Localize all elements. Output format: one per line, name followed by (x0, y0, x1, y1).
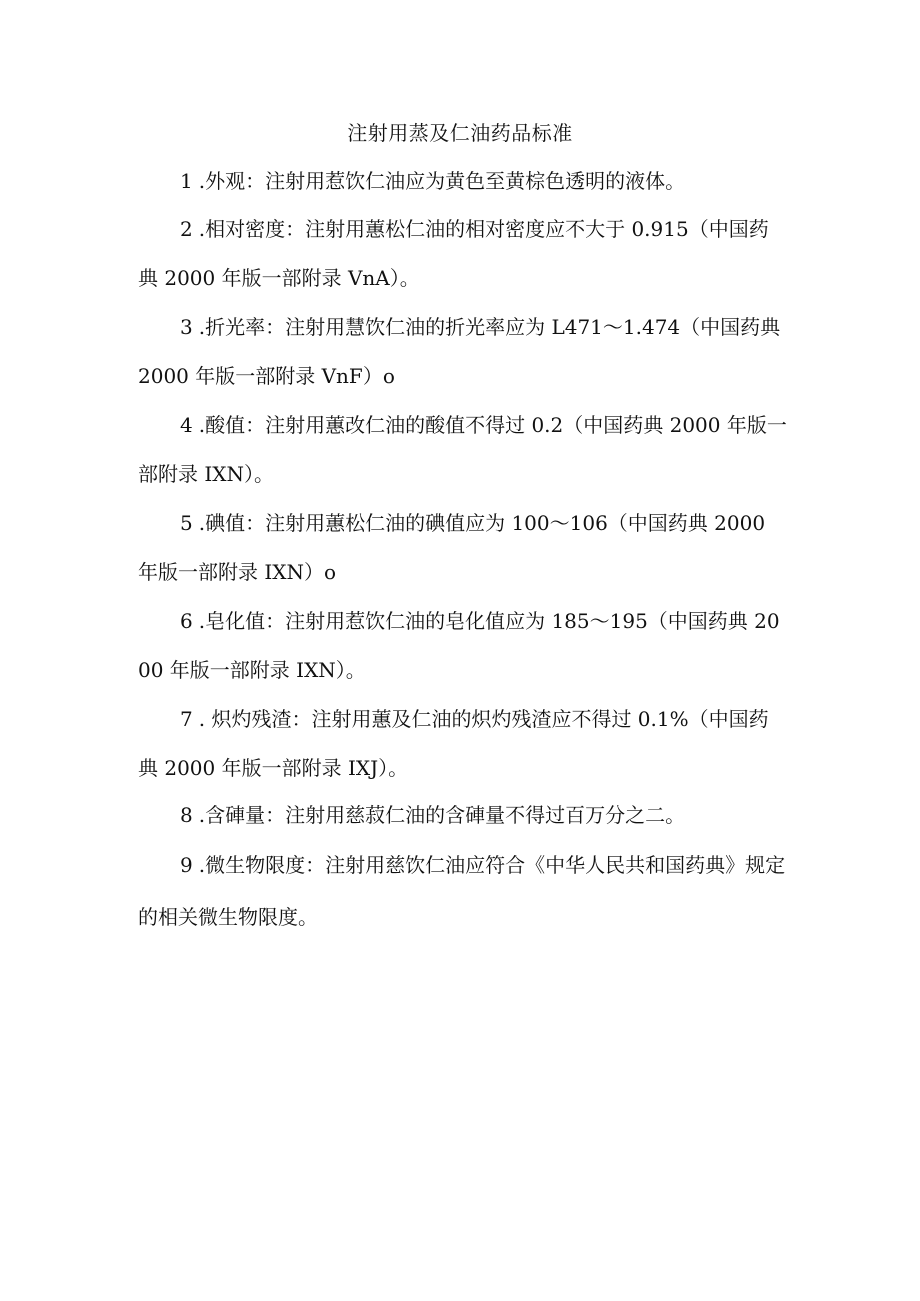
item-number: 6 (180, 609, 193, 633)
item-number: 8 (180, 803, 193, 827)
standard-item-microbial-limit (138, 839, 788, 943)
item-text: .酸值：注射用蕙改仁油的酸值不得过 0.2（中国药典 2000 年版一部附录 IXN）。 (138, 413, 787, 486)
item-number: 3 (180, 315, 193, 339)
item-number: 4 (180, 413, 193, 437)
standard-item-acid-value (138, 401, 788, 499)
item-text: .微生物限度：注射用慈饮仁油应符合《中华人民共和国药典》规定的相关微生物限度。 (138, 853, 786, 929)
standard-item-saponification-value (138, 597, 788, 695)
document-title: 注射用蒸及仁油药品标准 (347, 121, 573, 145)
standard-item-content-limit (138, 791, 788, 840)
standard-item-refractive-index (138, 303, 788, 401)
item-number: 7 (180, 707, 193, 731)
item-text: .含硨量：注射用慈菽仁油的含硨量不得过百万分之二。 (198, 803, 686, 827)
item-text: .碘值：注射用蕙松仁油的碘值应为 100～106（中国药典 2000 年版一部附录 IXN）o (138, 511, 766, 584)
standard-item-appearance (138, 157, 788, 206)
standard-item-ignition-residue (138, 695, 788, 793)
item-text: .折光率：注射用慧饮仁油的折光率应为 L471～1.474（中国药典 2000 年版一部附录 VnF）o (138, 315, 781, 388)
item-number: 9 (180, 853, 193, 877)
standard-item-iodine-value (138, 499, 788, 597)
item-text: .皂化值：注射用惹饮仁油的皂化值应为 185～195（中国药典 2000 年版一部附录 IXN）。 (138, 609, 780, 682)
item-number: 1 (180, 169, 193, 193)
item-number: 2 (180, 217, 193, 241)
item-text: .相对密度：注射用蕙松仁油的相对密度应不大于 0.915（中国药典 2000 年版一部附录 VnA）。 (138, 217, 769, 290)
standard-item-relative-density (138, 205, 788, 303)
item-number: 5 (180, 511, 193, 535)
item-text: .外观：注射用惹饮仁油应为黄色至黄棕色透明的液体。 (198, 169, 686, 193)
item-text: . 炽灼残渣：注射用蕙及仁油的炽灼残渣应不得过 0.1%（中国药典 2000 年版一部附录 IXJ）。 (138, 707, 769, 780)
